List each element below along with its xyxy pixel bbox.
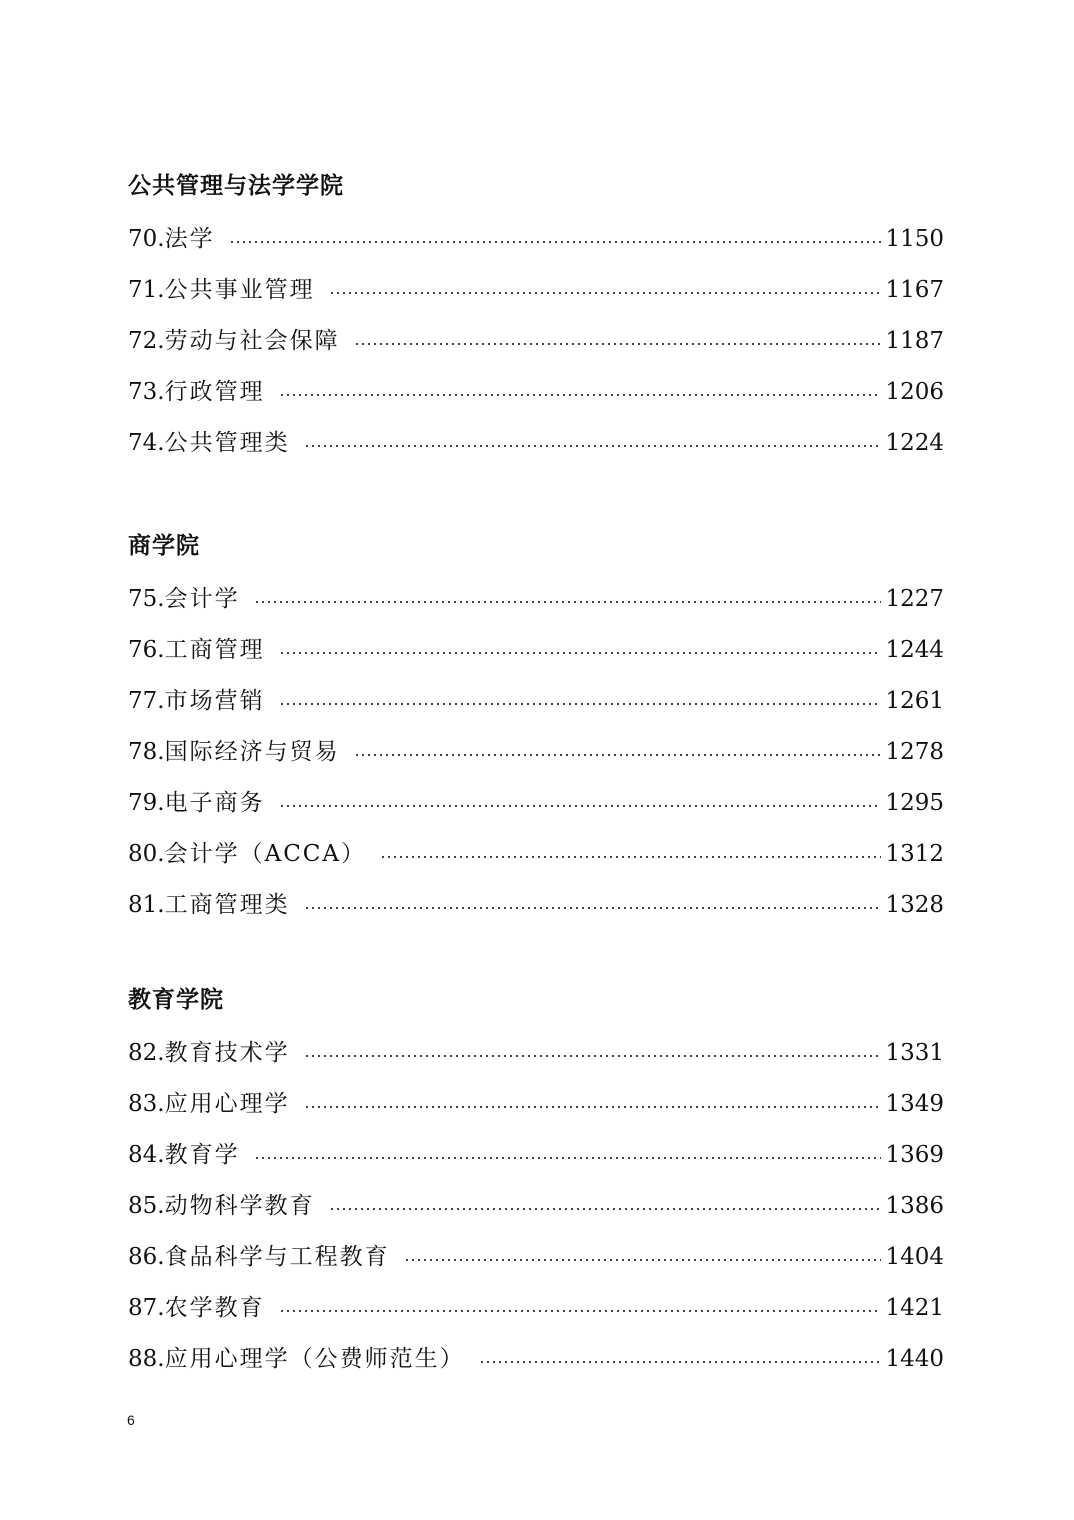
dot-leader [254,1157,882,1159]
toc-entry[interactable] [128,1181,944,1232]
toc-entry[interactable] [128,778,944,829]
entry-title: 工商管理类 [164,892,290,918]
entry-page-number: 1440 [885,1346,944,1372]
entry-number: 85. [128,1193,165,1219]
entry-number: 76. [128,637,165,663]
entry-page-number: 1206 [885,379,944,405]
entry-number: 80. [128,841,165,867]
dot-leader [304,1106,882,1108]
dot-leader [279,394,882,396]
entry-page-number: 1328 [885,892,944,918]
toc-entry[interactable] [128,1079,944,1130]
entry-title: 劳动与社会保障 [164,328,340,354]
entry-title: 国际经济与贸易 [164,739,340,765]
toc-entry[interactable] [128,1334,944,1385]
toc-entry[interactable] [128,727,944,778]
dot-leader [380,856,881,858]
entry-title: 电子商务 [164,790,265,816]
entry-number: 88. [128,1346,165,1372]
entry-number: 78. [128,739,165,765]
toc-entry[interactable] [128,625,944,676]
entry-title: 农学教育 [164,1295,265,1321]
dot-leader [229,241,882,243]
toc-section [128,982,944,1385]
entry-title: 行政管理 [164,379,265,405]
toc-entry[interactable] [128,829,944,880]
page-number: 6 [127,1412,135,1428]
toc-entry[interactable] [128,574,944,625]
entry-page-number: 1404 [885,1244,944,1270]
dot-leader [304,445,882,447]
entry-title: 食品科学与工程教育 [164,1244,390,1270]
entry-page-number: 1278 [885,739,944,765]
dot-leader [329,1208,882,1210]
entry-page-number: 1224 [885,430,944,456]
entry-page-number: 1187 [885,328,944,354]
dot-leader [304,907,882,909]
entry-number: 87. [128,1295,165,1321]
toc-entry[interactable] [128,1028,944,1079]
entry-page-number: 1227 [885,586,944,612]
entry-number: 86. [128,1244,165,1270]
entry-title: 市场营销 [164,688,265,714]
entry-title: 公共管理类 [164,430,290,456]
dot-leader [354,754,882,756]
entry-page-number: 1167 [885,277,944,303]
toc-entry[interactable] [128,1283,944,1334]
entry-page-number: 1244 [885,637,944,663]
dot-leader [479,1361,882,1363]
entry-number: 71. [128,277,165,303]
entry-page-number: 1295 [885,790,944,816]
entry-title: 教育学 [164,1142,240,1168]
dot-leader [279,652,882,654]
dot-leader [279,1310,882,1312]
entry-title: 会计学 [164,586,240,612]
section-heading: 商学院 [128,533,200,559]
toc-entry[interactable] [128,367,944,418]
entry-page-number: 1331 [885,1040,944,1066]
toc-entry[interactable] [128,1130,944,1181]
toc-entry[interactable] [128,880,944,931]
entry-number: 72. [128,328,165,354]
toc-section [128,168,944,469]
dot-leader [404,1259,882,1261]
toc-entry[interactable] [128,214,944,265]
toc-entry[interactable] [128,676,944,727]
entry-title: 应用心理学（公费师范生） [164,1346,465,1372]
entry-title: 应用心理学 [164,1091,290,1117]
dot-leader [279,805,882,807]
section-heading: 教育学院 [128,987,224,1013]
entry-page-number: 1421 [885,1295,944,1321]
dot-leader [279,703,882,705]
entry-title: 动物科学教育 [164,1193,315,1219]
toc-section [128,528,944,931]
entry-number: 75. [128,586,165,612]
entry-title: 公共事业管理 [164,277,315,303]
entry-page-number: 1386 [885,1193,944,1219]
entry-page-number: 1150 [885,226,944,252]
entry-title: 工商管理 [164,637,265,663]
toc-entry[interactable] [128,316,944,367]
entry-number: 81. [128,892,165,918]
toc-entry[interactable] [128,265,944,316]
dot-leader [254,601,882,603]
entry-number: 82. [128,1040,165,1066]
dot-leader [329,292,882,294]
entry-page-number: 1349 [885,1091,944,1117]
entry-number: 79. [128,790,165,816]
section-heading: 公共管理与法学学院 [128,173,344,199]
entry-number: 84. [128,1142,165,1168]
entry-number: 77. [128,688,165,714]
entry-number: 73. [128,379,165,405]
dot-leader [304,1055,882,1057]
entry-number: 70. [128,226,165,252]
entry-title: 会计学（ACCA） [164,841,366,867]
toc-entry[interactable] [128,418,944,469]
entry-title: 教育技术学 [164,1040,290,1066]
entry-number: 83. [128,1091,165,1117]
entry-page-number: 1369 [885,1142,944,1168]
entry-title: 法学 [164,226,215,252]
entry-page-number: 1261 [885,688,944,714]
dot-leader [354,343,882,345]
entry-page-number: 1312 [885,841,944,867]
entry-number: 74. [128,430,165,456]
toc-entry[interactable] [128,1232,944,1283]
